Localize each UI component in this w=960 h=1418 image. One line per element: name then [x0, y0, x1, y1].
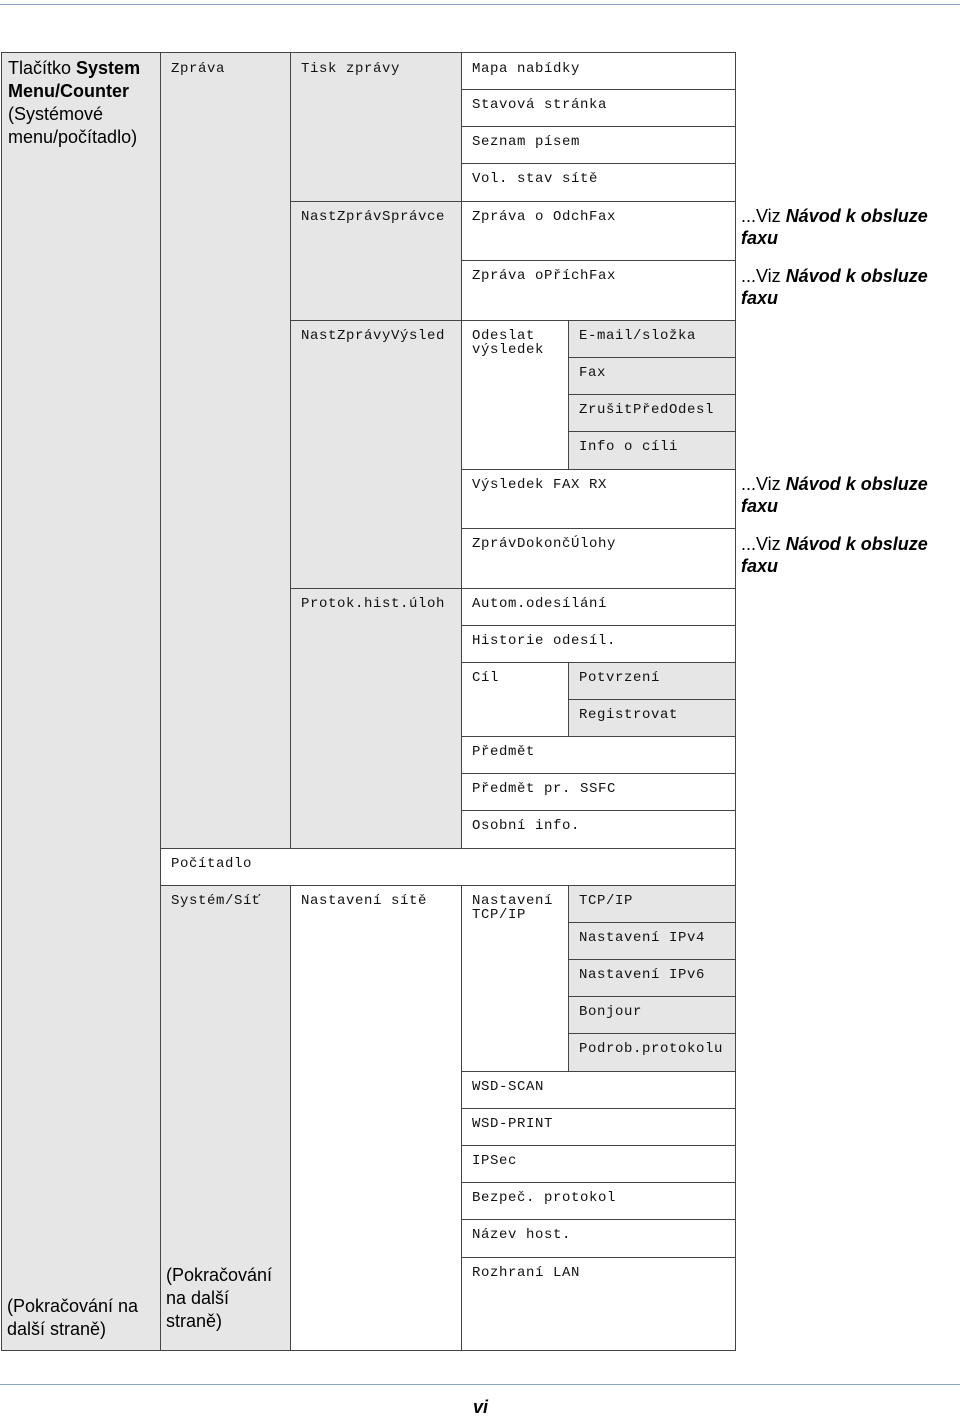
menu-info-o-cili — [568, 431, 736, 470]
menu-podrob-protokolu-label: Podrob.protokolu — [579, 1041, 724, 1057]
menu-email-slozka — [568, 320, 736, 358]
menu-registrovat — [568, 699, 736, 737]
menu-zprav-dokonc-ulohy — [461, 528, 736, 589]
menu-odeslat-vysledek — [461, 320, 569, 470]
menu-cil — [461, 662, 569, 737]
menu-vysledek-fax-rx — [461, 469, 736, 529]
menu-bezpec-protokol — [461, 1182, 736, 1220]
menu-cil-label: Cíl — [472, 670, 500, 686]
menu-pocitadlo — [160, 848, 736, 886]
fax-guide-reference: ...Viz Návod k obsluze faxu — [741, 474, 928, 516]
menu-nast-zprav-spravce-label: NastZprávSprávce — [301, 209, 446, 225]
menu-nastaveni-tcpip-label: Nastavení TCP/IP — [472, 893, 554, 923]
menu-registrovat-label: Registrovat — [579, 707, 679, 723]
menu-fax-label: Fax — [579, 365, 607, 381]
menu-potvrzeni-label: Potvrzení — [579, 670, 661, 686]
fax-guide-reference: ...Viz Návod k obsluze faxu — [741, 266, 928, 308]
menu-stavova-stranka — [461, 89, 736, 127]
menu-autom-odesilani — [461, 588, 736, 626]
menu-vysledek-fax-rx-label: Výsledek FAX RX — [472, 477, 608, 493]
menu-potvrzeni — [568, 662, 736, 700]
menu-nast-zpravy-vysled — [290, 320, 462, 589]
menu-autom-odesilani-label: Autom.odesílání — [472, 596, 608, 612]
fax-guide-reference: ...Viz Návod k obsluze faxu — [741, 534, 928, 576]
menu-bonjour-label: Bonjour — [579, 1004, 643, 1020]
menu-osobni-info-label: Osobní info. — [472, 818, 581, 834]
menu-nast-zprav-spravce — [290, 201, 462, 321]
menu-protok-hist — [290, 588, 462, 849]
menu-wsd-print-label: WSD-PRINT — [472, 1116, 554, 1132]
menu-zprava-odch-fax — [461, 201, 736, 261]
menu-vol-stav-site — [461, 163, 736, 202]
menu-system-sit-label: Systém/Síť — [171, 893, 262, 909]
menu-zprava-prich-fax-label: Zpráva oPříchFax — [472, 268, 617, 284]
menu-historie-odesil-label: Historie odesíl. — [472, 633, 617, 649]
page-number: vi — [473, 1397, 489, 1417]
menu-nastaveni-ipv4 — [568, 922, 736, 960]
menu-historie-odesil — [461, 625, 736, 663]
menu-ipsec-label: IPSec — [472, 1153, 518, 1169]
menu-seznam-pisem — [461, 126, 736, 164]
menu-mapa-nabidky — [461, 52, 736, 90]
menu-odeslat-vysledek-label: Odeslat výsledek — [472, 328, 545, 358]
menu-osobni-info — [461, 810, 736, 849]
menu-nastaveni-ipv6-label: Nastavení IPv6 — [579, 967, 706, 983]
menu-rozhrani-lan — [461, 1257, 736, 1351]
menu-zprava-label: Zpráva — [171, 61, 226, 77]
menu-pocitadlo-label: Počítadlo — [171, 856, 253, 872]
menu-zrusit-pred-odesl-label: ZrušitPředOdesl — [579, 402, 715, 418]
menu-predmet-label: Předmět — [472, 744, 536, 760]
menu-nastaveni-site-label: Nastavení sítě — [301, 893, 428, 909]
menu-predmet — [461, 736, 736, 774]
bottom-rule — [0, 1384, 960, 1385]
menu-wsd-scan — [461, 1071, 736, 1109]
menu-zprava-odch-fax-label: Zpráva o OdchFax — [472, 209, 617, 225]
menu-vol-stav-site-label: Vol. stav sítě — [472, 171, 599, 187]
menu-nazev-host — [461, 1219, 736, 1258]
menu-nastaveni-tcpip — [461, 885, 569, 1072]
menu-seznam-pisem-label: Seznam písem — [472, 134, 581, 150]
menu-zprava-prich-fax — [461, 260, 736, 321]
menu-mapa-nabidky-label: Mapa nabídky — [472, 61, 581, 77]
menu-tisk-zpravy — [290, 52, 462, 202]
menu-tisk-zpravy-label: Tisk zprávy — [301, 61, 401, 77]
system-menu-button-label: Tlačítko System Menu/Counter (Systémové menu/počítadlo) — [8, 58, 141, 147]
menu-tcpip — [568, 885, 736, 923]
menu-nastaveni-ipv6 — [568, 959, 736, 997]
top-rule — [0, 4, 960, 5]
menu-email-slozka-label: E-mail/složka — [579, 328, 697, 344]
menu-tcpip-label: TCP/IP — [579, 893, 634, 909]
menu-nastaveni-ipv4-label: Nastavení IPv4 — [579, 930, 706, 946]
menu-nast-zpravy-vysled-label: NastZprávyVýsled — [301, 328, 446, 344]
menu-zprav-dokonc-ulohy-label: ZprávDokončÚlohy — [472, 536, 617, 552]
fax-guide-reference: ...Viz Návod k obsluze faxu — [741, 206, 928, 248]
menu-wsd-scan-label: WSD-SCAN — [472, 1079, 545, 1095]
menu-system-sit — [160, 885, 291, 1351]
menu-nazev-host-label: Název host. — [472, 1227, 572, 1243]
continued-note-main: (Pokračování na další straně) — [7, 1296, 139, 1339]
menu-zrusit-pred-odesl — [568, 394, 736, 432]
menu-bezpec-protokol-label: Bezpeč. protokol — [472, 1190, 617, 1206]
menu-podrob-protokolu — [568, 1033, 736, 1072]
menu-fax — [568, 357, 736, 395]
menu-protok-hist-label: Protok.hist.úloh — [301, 596, 446, 612]
menu-ipsec — [461, 1145, 736, 1183]
menu-zprava — [160, 52, 291, 849]
system-menu-button-cell — [1, 52, 161, 1351]
continued-note-col1: (Pokračování na další straně) — [166, 1265, 273, 1331]
menu-bonjour — [568, 996, 736, 1034]
menu-nastaveni-site — [290, 885, 462, 1351]
menu-predmet-pr-ssfc-label: Předmět pr. SSFC — [472, 781, 617, 797]
menu-predmet-pr-ssfc — [461, 773, 736, 811]
menu-rozhrani-lan-label: Rozhraní LAN — [472, 1265, 581, 1281]
menu-info-o-cili-label: Info o cíli — [579, 439, 679, 455]
menu-wsd-print — [461, 1108, 736, 1146]
menu-stavova-stranka-label: Stavová stránka — [472, 97, 608, 113]
